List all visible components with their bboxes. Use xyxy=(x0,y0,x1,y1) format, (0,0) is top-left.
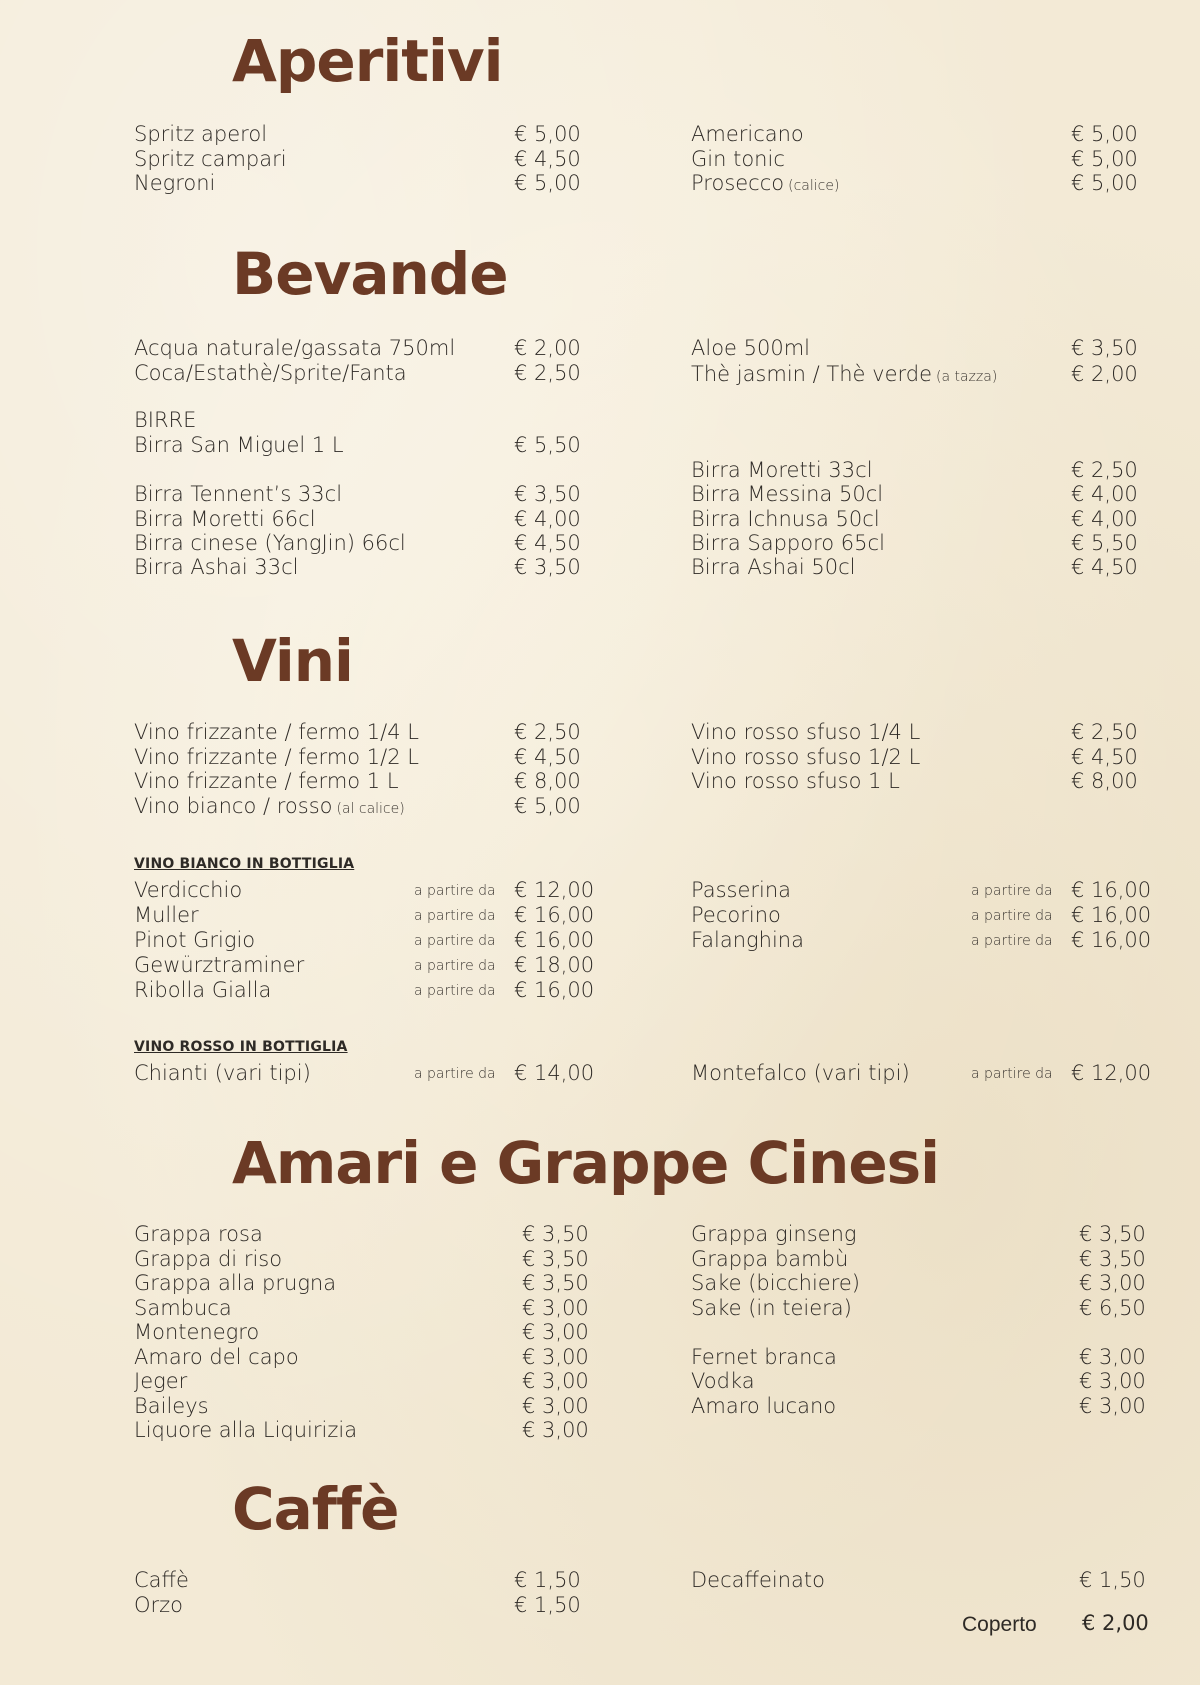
item-price: € 3,50 xyxy=(1079,1222,1146,1246)
menu-item xyxy=(691,903,1152,928)
menu-item xyxy=(691,555,1151,580)
item-name: Vino rosso sfuso 1/4 L xyxy=(691,720,921,744)
price-prefix: a partire da xyxy=(971,933,1053,949)
item-price: € 5,50 xyxy=(514,433,581,457)
item-price: € 6,50 xyxy=(1079,1296,1146,1320)
menu-item xyxy=(691,507,1151,532)
section-title-caffe: Caffè xyxy=(232,1475,399,1543)
item-name: Acqua naturale/gassata 750ml xyxy=(134,336,456,360)
menu-item xyxy=(134,1568,584,1593)
item-name: Vino rosso sfuso 1/2 L xyxy=(691,745,921,769)
menu-item xyxy=(691,1369,1147,1394)
item-name: Muller xyxy=(134,903,199,927)
item-name: Birra Sapporo 65cl xyxy=(691,531,885,555)
item-price: € 1,50 xyxy=(1079,1568,1146,1592)
item-price: € 3,00 xyxy=(1079,1369,1146,1393)
price-prefix: a partire da xyxy=(414,908,496,924)
price-prefix: a partire da xyxy=(971,908,1053,924)
item-price: € 1,50 xyxy=(514,1568,581,1592)
menu-item xyxy=(691,1061,1152,1086)
price-prefix: a partire da xyxy=(414,958,496,974)
item-price: € 4,00 xyxy=(1071,507,1138,531)
menu-item xyxy=(691,1394,1147,1419)
item-price: € 18,00 xyxy=(514,953,595,977)
item-name: Birra Tennent’s 33cl xyxy=(134,482,343,506)
item-name: Gewürztraminer xyxy=(134,953,305,977)
menu-item xyxy=(691,745,1151,770)
item-price: € 3,00 xyxy=(1079,1394,1146,1418)
item-price: € 5,00 xyxy=(514,122,581,146)
item-name: Coca/Estathè/Sprite/Fanta xyxy=(134,361,407,385)
item-name: Jeger xyxy=(134,1369,188,1393)
item-name: Amaro del capo xyxy=(134,1345,299,1369)
menu-item xyxy=(134,1061,595,1086)
menu-item xyxy=(134,433,584,458)
birre-label: BIRRE xyxy=(134,408,197,432)
menu-item xyxy=(134,1247,590,1272)
item-name: Passerina xyxy=(691,878,792,902)
subsection-title-vino-bianco: VINO BIANCO IN BOTTIGLIA xyxy=(134,856,355,872)
item-name: Birra cinese (YangJin) 66cl xyxy=(134,531,406,555)
menu-item xyxy=(134,482,584,507)
item-price: € 2,00 xyxy=(1071,362,1138,386)
item-price: € 3,50 xyxy=(522,1271,589,1295)
item-price: € 4,50 xyxy=(1071,745,1138,769)
item-price: € 2,50 xyxy=(514,720,581,744)
menu-item xyxy=(134,336,584,361)
item-name: Thè jasmin / Thè verde (a tazza) xyxy=(691,362,998,386)
item-name: Pinot Grigio xyxy=(134,928,256,952)
price-prefix: a partire da xyxy=(971,883,1053,899)
price-prefix: a partire da xyxy=(414,1066,496,1082)
item-name: Negroni xyxy=(134,171,216,195)
item-name: Sambuca xyxy=(134,1296,232,1320)
item-price: € 16,00 xyxy=(514,903,595,927)
item-name: Orzo xyxy=(134,1593,184,1617)
item-name: Birra Ichnusa 50cl xyxy=(691,507,880,531)
menu-item xyxy=(691,531,1151,556)
menu-item xyxy=(134,555,584,580)
item-name: Grappa ginseng xyxy=(691,1222,857,1246)
menu-item xyxy=(134,171,584,196)
item-name: Caffè xyxy=(134,1568,189,1592)
item-price: € 5,00 xyxy=(514,171,581,195)
item-name: Americano xyxy=(691,122,804,146)
menu-item xyxy=(134,794,584,819)
menu-item xyxy=(691,720,1151,745)
menu-item xyxy=(134,878,595,903)
item-name: Sake (in teiera) xyxy=(691,1296,852,1320)
subsection-title-vino-rosso: VINO ROSSO IN BOTTIGLIA xyxy=(134,1039,348,1055)
menu-item xyxy=(134,1418,590,1443)
item-price: € 4,50 xyxy=(1071,555,1138,579)
item-price: € 8,00 xyxy=(1071,769,1138,793)
menu-item xyxy=(134,720,584,745)
item-name: Aloe 500ml xyxy=(691,336,811,360)
item-name: Verdicchio xyxy=(134,878,243,902)
item-name: Vino frizzante / fermo 1 L xyxy=(134,769,399,793)
menu-item xyxy=(691,1345,1147,1370)
coperto-label: Coperto xyxy=(962,1613,1037,1636)
menu-item xyxy=(134,928,595,953)
item-price: € 3,00 xyxy=(522,1369,589,1393)
section-title-aperitivi: Aperitivi xyxy=(232,27,503,95)
menu-item xyxy=(134,1320,590,1345)
item-name: Spritz aperol xyxy=(134,122,268,146)
item-price: € 2,50 xyxy=(514,361,581,385)
item-price: € 1,50 xyxy=(514,1593,581,1617)
menu-item xyxy=(691,769,1151,794)
menu-item xyxy=(134,1296,590,1321)
item-name: Birra Ashai 50cl xyxy=(691,555,856,579)
menu-item xyxy=(691,362,1151,387)
menu-item xyxy=(134,531,584,556)
item-name: Spritz campari xyxy=(134,147,287,171)
menu-item xyxy=(134,1222,590,1247)
menu-item xyxy=(134,953,595,978)
item-price: € 5,00 xyxy=(1071,147,1138,171)
item-name: Birra San Miguel 1 L xyxy=(134,433,344,457)
price-prefix: a partire da xyxy=(414,933,496,949)
menu-item xyxy=(134,769,584,794)
item-name: Pecorino xyxy=(691,903,781,927)
item-price: € 5,00 xyxy=(514,794,581,818)
menu-item xyxy=(691,171,1151,196)
item-price: € 3,00 xyxy=(522,1394,589,1418)
item-price: € 3,50 xyxy=(522,1247,589,1271)
item-price: € 3,00 xyxy=(522,1296,589,1320)
item-price: € 3,00 xyxy=(522,1345,589,1369)
item-note: (calice) xyxy=(788,178,840,194)
item-price: € 3,00 xyxy=(522,1418,589,1442)
item-price: € 16,00 xyxy=(1071,878,1152,902)
menu-item xyxy=(691,928,1152,953)
item-name: Ribolla Gialla xyxy=(134,978,272,1002)
menu-item xyxy=(134,1345,590,1370)
menu-item xyxy=(691,878,1152,903)
menu-item xyxy=(134,1369,590,1394)
section-title-bevande: Bevande xyxy=(232,240,508,308)
menu-item xyxy=(134,361,584,386)
item-name: Chianti (vari tipi) xyxy=(134,1061,311,1085)
item-name: Decaffeinato xyxy=(691,1568,825,1592)
item-price: € 5,00 xyxy=(1071,171,1138,195)
item-price: € 3,00 xyxy=(1079,1345,1146,1369)
menu-item xyxy=(134,122,584,147)
menu-item xyxy=(134,745,584,770)
item-price: € 3,00 xyxy=(522,1320,589,1344)
item-name: Montenegro xyxy=(134,1320,260,1344)
menu-item xyxy=(691,482,1151,507)
item-price: € 4,00 xyxy=(1071,482,1138,506)
item-price: € 12,00 xyxy=(1071,1061,1152,1085)
price-prefix: a partire da xyxy=(414,883,496,899)
coperto-price: € 2,00 xyxy=(1082,1611,1149,1635)
section-title-amari: Amari e Grappe Cinesi xyxy=(232,1129,940,1197)
item-price: € 16,00 xyxy=(1071,903,1152,927)
item-name: Amaro lucano xyxy=(691,1394,837,1418)
item-name: Liquore alla Liquirizia xyxy=(134,1418,358,1442)
menu-item xyxy=(691,122,1151,147)
item-name: Birra Moretti 66cl xyxy=(134,507,316,531)
item-name: Birra Moretti 33cl xyxy=(691,458,873,482)
item-price: € 3,00 xyxy=(1079,1271,1146,1295)
item-name: Baileys xyxy=(134,1394,209,1418)
item-price: € 14,00 xyxy=(514,1061,595,1085)
item-name: Birra Messina 50cl xyxy=(691,482,884,506)
item-price: € 2,50 xyxy=(1071,720,1138,744)
item-name: Montefalco (vari tipi) xyxy=(691,1061,910,1085)
menu-item xyxy=(691,1222,1147,1247)
item-price: € 3,50 xyxy=(1071,336,1138,360)
item-price: € 4,50 xyxy=(514,531,581,555)
menu-item xyxy=(134,1271,590,1296)
item-price: € 3,50 xyxy=(522,1222,589,1246)
menu-item xyxy=(134,1593,584,1618)
item-price: € 16,00 xyxy=(514,978,595,1002)
item-price: € 2,00 xyxy=(514,336,581,360)
item-price: € 3,50 xyxy=(514,482,581,506)
item-name: Vodka xyxy=(691,1369,755,1393)
item-note: (al calice) xyxy=(336,801,405,817)
item-note: (a tazza) xyxy=(936,369,998,385)
item-name: Grappa rosa xyxy=(134,1222,263,1246)
item-price: € 4,50 xyxy=(514,147,581,171)
item-price: € 2,50 xyxy=(1071,458,1138,482)
price-prefix: a partire da xyxy=(414,983,496,999)
item-price: € 4,00 xyxy=(514,507,581,531)
menu-item xyxy=(134,903,595,928)
section-title-vini: Vini xyxy=(232,627,353,695)
menu-item xyxy=(134,1394,590,1419)
item-name: Gin tonic xyxy=(691,147,785,171)
price-prefix: a partire da xyxy=(971,1066,1053,1082)
item-price: € 3,50 xyxy=(1079,1247,1146,1271)
item-price: € 16,00 xyxy=(1071,928,1152,952)
item-name: Vino frizzante / fermo 1/4 L xyxy=(134,720,419,744)
item-name: Sake (bicchiere) xyxy=(691,1271,861,1295)
item-price: € 16,00 xyxy=(514,928,595,952)
item-price: € 12,00 xyxy=(514,878,595,902)
item-price: € 5,00 xyxy=(1071,122,1138,146)
menu-item xyxy=(691,147,1151,172)
item-name: Birra Ashai 33cl xyxy=(134,555,299,579)
menu-item xyxy=(691,336,1151,361)
menu-item xyxy=(134,147,584,172)
item-name: Grappa alla prugna xyxy=(134,1271,337,1295)
item-price: € 5,50 xyxy=(1071,531,1138,555)
item-name: Vino bianco / rosso (al calice) xyxy=(134,794,405,818)
item-name: Fernet branca xyxy=(691,1345,837,1369)
item-name: Grappa di riso xyxy=(134,1247,283,1271)
menu-item xyxy=(134,978,595,1003)
item-price: € 8,00 xyxy=(514,769,581,793)
item-name: Vino frizzante / fermo 1/2 L xyxy=(134,745,419,769)
item-name: Grappa bambù xyxy=(691,1247,849,1271)
menu-item xyxy=(691,1271,1147,1296)
menu-item xyxy=(691,1296,1147,1321)
menu-item xyxy=(691,1247,1147,1272)
menu-item xyxy=(134,507,584,532)
item-price: € 4,50 xyxy=(514,745,581,769)
menu-item xyxy=(691,458,1151,483)
item-name: Falanghina xyxy=(691,928,804,952)
menu-item xyxy=(691,1568,1147,1593)
item-name: Vino rosso sfuso 1 L xyxy=(691,769,900,793)
item-price: € 3,50 xyxy=(514,555,581,579)
item-name: Prosecco (calice) xyxy=(691,171,840,195)
